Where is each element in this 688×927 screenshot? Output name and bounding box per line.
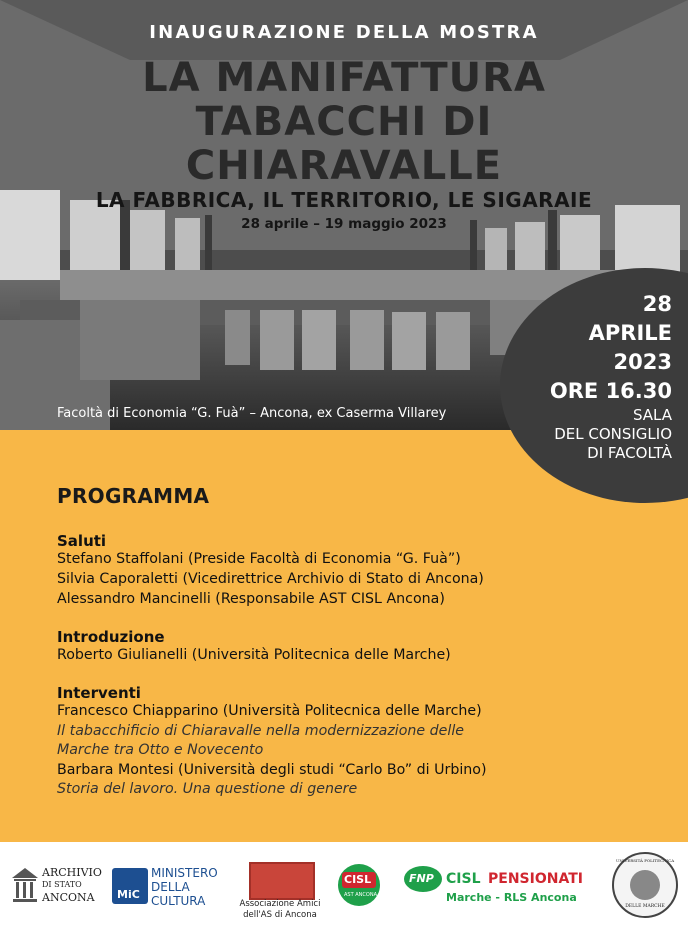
fnp-logo-text: FNP [409, 872, 434, 885]
program-heading: PROGRAMMA [57, 484, 210, 508]
section-introduzione-title: Introduzione [57, 628, 165, 646]
interventi-talk-title-1a: Il tabacchificio di Chiaravalle nella modernizzazione delle [57, 723, 464, 739]
badge-day: 28 [642, 292, 672, 316]
exhibition-title-line-1: LA MANIFATTURA [142, 55, 546, 101]
saluti-line-3: Alessandro Mancinelli (Responsabile AST CISL Ancona) [57, 591, 445, 607]
exhibition-title-line-2: TABACCHI DI [195, 99, 493, 145]
cisl-logo-subtext: AST ANCONA [344, 892, 377, 898]
archivio-line-3: ANCONA [42, 891, 95, 904]
pensionati-word-pensionati: PENSIONATI [488, 871, 583, 887]
archivio-emblem-icon [10, 866, 40, 904]
archivio-line-1: ARCHIVIO [42, 866, 102, 879]
cisl-logo-text: CISL [344, 873, 372, 886]
badge-place-line-3: DI FACOLTÀ [587, 444, 672, 462]
amici-logo-icon [249, 862, 315, 900]
univpm-seal-icon [612, 852, 678, 918]
univpm-seal-text-bottom: DELLE MARCHE [625, 904, 665, 909]
interventi-talk-title-1b: Marche tra Otto e Novecento [57, 742, 264, 758]
amici-line-1: Associazione Amici [239, 899, 321, 909]
exhibition-kicker: INAUGURAZIONE DELLA MOSTRA [149, 22, 539, 43]
badge-time: ORE 16.30 [549, 379, 672, 403]
mic-logo-icon [112, 868, 148, 904]
badge-month: APRILE [588, 321, 672, 345]
ministero-line-2: DELLA [151, 880, 190, 894]
badge-place-line-1: SALA [632, 406, 672, 424]
badge-place-line-2: DEL CONSIGLIO [554, 425, 672, 443]
univpm-seal-text-top: UNIVERSITÀ POLITECNICA [616, 858, 675, 863]
interventi-line-1: Francesco Chiapparino (Università Politecnica delle Marche) [57, 703, 482, 719]
section-interventi-title: Interventi [57, 684, 141, 702]
introduzione-line-1: Roberto Giulianelli (Università Politecnica delle Marche) [57, 647, 451, 663]
exhibition-title-line-3: CHIARAVALLE [185, 143, 503, 189]
interventi-line-2: Barbara Montesi (Università degli studi “Carlo Bo” di Urbino) [57, 762, 487, 778]
mic-logo-text: MiC [117, 888, 140, 901]
exhibition-dates: 28 aprile – 19 maggio 2023 [241, 216, 447, 232]
fnp-logo-icon [404, 866, 442, 892]
amici-line-2: dell'AS di Ancona [243, 910, 317, 920]
badge-year: 2023 [613, 350, 672, 374]
ministero-line-3: CULTURA [151, 894, 206, 908]
ministero-line-1: MINISTERO [151, 866, 218, 880]
saluti-line-2: Silvia Caporaletti (Vicedirettrice Archivio di Stato di Ancona) [57, 571, 484, 587]
venue-line: Facoltà di Economia “G. Fuà” – Ancona, ex Caserma Villarey [57, 406, 447, 421]
pensionati-subtitle: Marche - RLS Ancona [446, 891, 577, 904]
saluti-line-1: Stefano Staffolani (Preside Facoltà di Economia “G. Fuà”) [57, 551, 461, 567]
pensionati-word-cisl: CISL [446, 871, 481, 887]
cisl-logo-icon [338, 864, 380, 906]
interventi-talk-title-2: Storia del lavoro. Una questione di genere [57, 781, 358, 797]
exhibition-subtitle: LA FABBRICA, IL TERRITORIO, LE SIGARAIE [95, 188, 593, 212]
archivio-line-2: DI STATO [42, 880, 82, 889]
section-saluti-title: Saluti [57, 532, 107, 550]
